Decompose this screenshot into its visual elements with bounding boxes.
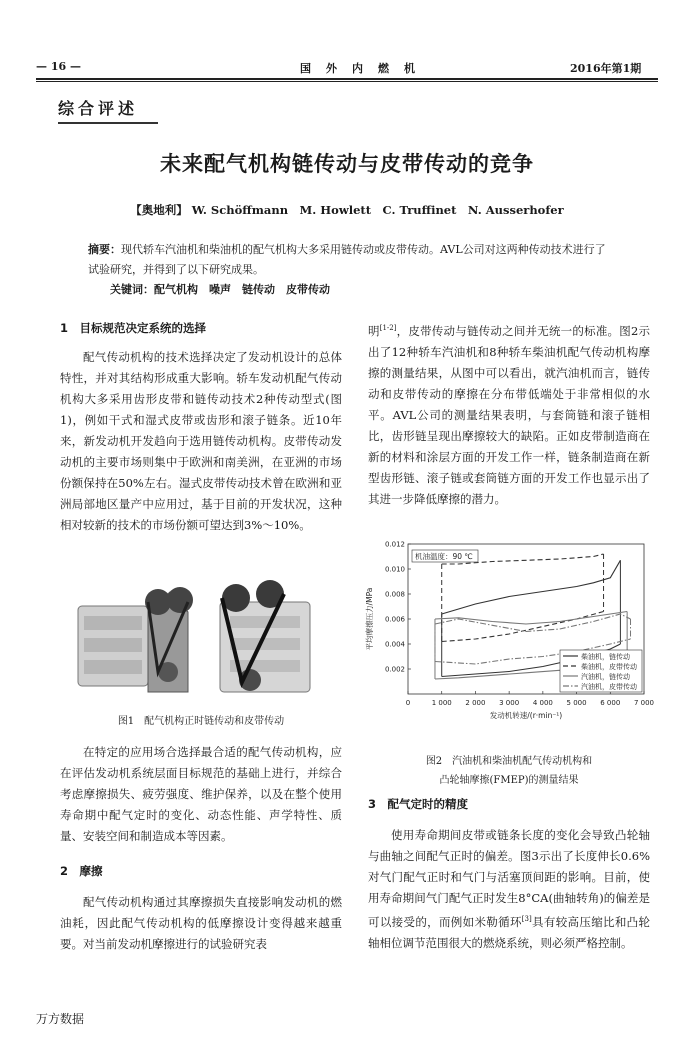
x-tick-label: 5 000 (566, 699, 587, 707)
figure-2-caption (368, 752, 650, 790)
figure-2-chart (362, 534, 658, 730)
section-2-continuation (368, 318, 650, 510)
figure-1-image (70, 572, 332, 702)
section-1-paragraph-1: 配气传动机构的技术选择决定了发动机设计的总体特性，并对其结构形成重大影响。轿车发动机配气传动机构大多采用齿形皮带和链传动技术2种传动型式(图1)，例如干式和湿式皮带或齿形和滚子链条。近10年来，新发动机开发趋向于选用链传动机构。皮带传动发动机的主要市场则集中于欧洲和南美洲，在亚洲的市场份额保持在50%左右。湿式皮带传动技术曾在欧洲和亚洲局部地区量产中应用过，基于目前的开发状况，这种相对较新的技术的市场份额可望达到3%～10%。 (60, 350, 342, 532)
legend-label-1: 柴油机，皮带传动 (581, 663, 637, 671)
section-banner: 综合评述 (58, 96, 158, 124)
left-column-top (60, 318, 342, 536)
header-rule (36, 78, 658, 80)
figure-1-caption: 图1 配气机构正时链传动和皮带传动 (117, 716, 285, 727)
header-rule-thin (36, 81, 658, 82)
page-number: — 16 — (36, 60, 81, 73)
section-1-paragraph-2: 在特定的应用场合选择最合适的配气传动机构，应在评估发动机系统层面目标规范的基础上进行，并综合考虑摩擦损失、疲劳强度、维护保养，以及在整个使用寿命期中配气定时的变化、动态性能、声学特性、质量、安装空间和制造成本等因素。 (60, 745, 342, 843)
friction-chart (362, 534, 658, 730)
right-column-bottom (368, 794, 650, 954)
section-1-heading: 1 目标规范决定系统的选择 (60, 321, 207, 335)
footer-brand: 万方数据 (36, 1012, 85, 1026)
y-tick-label: 0.002 (384, 665, 405, 674)
abstract-block (88, 240, 608, 300)
legend-label-0: 柴油机，链传动 (581, 653, 630, 661)
article-title: 未来配气机构链传动与皮带传动的竞争 (160, 152, 534, 176)
series-line-2-0 (435, 612, 627, 625)
engine-illustration (70, 572, 332, 702)
section-3-heading: 3 配气定时的精度 (368, 797, 469, 811)
citation-1-2: [1-2] (379, 324, 397, 332)
x-tick-label: 6 000 (600, 699, 621, 707)
y-tick-label: 0.008 (384, 590, 405, 599)
left-column-bottom (60, 742, 342, 955)
y-tick-label: 0.010 (384, 565, 405, 574)
series-line-0-0 (442, 560, 621, 614)
section-3-text-b: 具有较高压缩比和凸轮轴相位调节范围很大的燃烧系统，则必须严格控制。 (368, 914, 651, 950)
series-line-1-1 (442, 612, 604, 642)
x-tick-label: 4 000 (532, 699, 553, 707)
y-tick-label: 0.004 (384, 640, 405, 649)
section-3-text-a: 使用寿命期间皮带或链条长度的变化会导致凸轮轴与曲轴之间配气正时的偏差。图3示出了长度伸长0.6%对气门配气正时和气门与活塞顶间距的影响。目前，使用寿命期间气门配气正时发生8°CA(曲轴转角)的偏差是可以接受的，而例如米勒循环 (368, 828, 650, 929)
legend-label-2: 汽油机，链传动 (581, 673, 630, 681)
abstract-text (88, 240, 608, 280)
legend-label-3: 汽油机，皮带传动 (581, 683, 637, 691)
keywords-line (88, 280, 608, 300)
section-2-paragraph-1: 配气传动机构通过其摩擦损失直接影响发动机的燃油耗，因此配气传动机构的低摩擦设计变得越来越重要。对当前发动机摩擦进行的试验研究表 (60, 895, 342, 951)
x-tick-label: 1 000 (431, 699, 452, 707)
x-tick-label: 7 000 (633, 699, 655, 707)
abstract-body: 现代轿车汽油机和柴油机的配气机构大多采用链传动或皮带传动。AVL公司对这两种传动技术进行了试验研究，并得到了以下研究成果。 (88, 243, 606, 276)
x-tick-label: 3 000 (499, 699, 520, 707)
keywords-list: 配气机构 噪声 链传动 皮带传动 (154, 283, 330, 296)
x-tick-label: 0 (405, 699, 411, 707)
x-axis-label: 发动机转速/(r·min⁻¹) (489, 711, 563, 720)
oil-temperature-annotation: 机油温度：90 ℃ (415, 552, 473, 561)
x-tick-label: 2 000 (465, 699, 486, 707)
right-column-top (368, 318, 650, 510)
y-tick-label: 0.012 (384, 540, 405, 549)
continuation-start: 明 (368, 323, 380, 338)
y-axis-label: 平均摩擦压力/MPa (365, 587, 374, 651)
figure-2-caption-line-1: 图2 汽油机和柴油机配气传动机构和 (425, 756, 593, 767)
citation-3: [3] (521, 915, 532, 923)
section-3-paragraph-1 (368, 825, 650, 954)
continuation-body: ，皮带传动与链传动之间并无统一的标准。图2示出了12种轿车汽油机和8种轿车柴油机配气传动机构摩擦的测量结果，从图中可以看出，就汽油机而言，链传动和皮带传动的摩擦在分布带低端处于非常相似的水平。AVL公司的测量结果表明，与套筒链和滚子链相比，齿形链呈现出摩擦较大的缺陷。正如皮带制造商在新的材料和涂层方面的开发工作一样，链条制造商在新型齿形链、滚子链或套筒链方面的开发工作也显示出了其进一步降低摩擦的潜力。 (368, 323, 650, 506)
article-authors: 【奥地利】 W. Schöffmann M. Howlett C. Truffinet N. Ausserhofer (130, 203, 564, 217)
abstract-label: 摘要： (88, 243, 121, 256)
y-tick-label: 0.006 (384, 615, 405, 624)
section-2-heading: 2 摩擦 (60, 864, 103, 878)
figure-2-caption-line-2: 凸轮轴摩擦(FMEP)的测量结果 (439, 775, 579, 786)
journal-name: 国 外 内 燃 机 (300, 62, 417, 75)
keywords-label: 关键词： (110, 283, 154, 296)
issue-label: 2016年第1期 (570, 62, 642, 75)
